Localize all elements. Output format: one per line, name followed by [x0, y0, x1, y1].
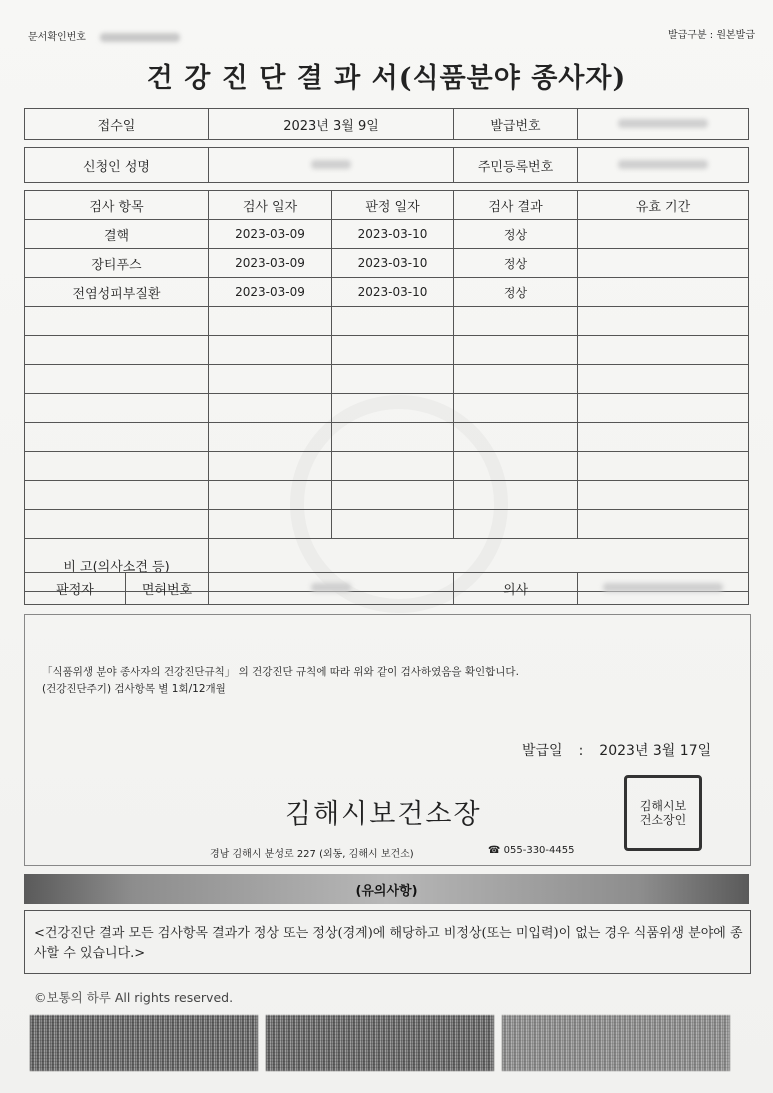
- empty-cell: [578, 394, 749, 423]
- empty-cell: [209, 336, 332, 365]
- empty-cell: [578, 481, 749, 510]
- judge-date: 2023-03-10: [332, 278, 454, 307]
- office-address: 경남 김해시 분성로 227 (외동, 김해시 보건소): [210, 849, 414, 860]
- exam-date: 2023-03-09: [209, 220, 332, 249]
- empty-cell: [578, 336, 749, 365]
- empty-cell: [25, 510, 209, 539]
- table-row: [25, 423, 749, 452]
- exam-validity: [578, 220, 749, 249]
- license-value: [209, 573, 454, 605]
- judge-label: 판정자: [25, 573, 126, 605]
- empty-cell: [454, 481, 578, 510]
- empty-cell: [454, 510, 578, 539]
- empty-cell: [332, 510, 454, 539]
- judge-date: 2023-03-10: [332, 220, 454, 249]
- empty-cell: [454, 394, 578, 423]
- receipt-date-value: 2023년 3월 9일: [209, 109, 454, 140]
- empty-cell: [578, 365, 749, 394]
- barcode-2: [266, 1015, 494, 1071]
- applicant-name-label: 신청인 성명: [25, 148, 209, 183]
- exam-item: 장티푸스: [25, 249, 209, 278]
- issue-no-value: [578, 109, 749, 140]
- applicant-table: [24, 147, 749, 183]
- empty-cell: [332, 336, 454, 365]
- table-row: [25, 220, 749, 249]
- table-row: [25, 278, 749, 307]
- empty-cell: [454, 307, 578, 336]
- license-redacted: [311, 583, 351, 592]
- exam-header-validity: 유효 기간: [578, 191, 749, 220]
- exam-result: 정상: [454, 278, 578, 307]
- issue-date-value: 2023년 3월 17일: [599, 743, 712, 759]
- document-title: 건 강 진 단 결 과 서(식품분야 종사자): [146, 63, 627, 94]
- empty-cell: [454, 423, 578, 452]
- seal-line-2: 건소장인: [639, 813, 687, 827]
- empty-cell: [578, 307, 749, 336]
- empty-cell: [578, 452, 749, 481]
- official-seal: [624, 775, 702, 851]
- issue-no-redacted: [618, 119, 708, 128]
- remarks-label: 비 고(의사소견 등): [25, 539, 209, 592]
- rrn-value: [578, 148, 749, 183]
- table-row: [25, 452, 749, 481]
- doc-id-label: 문서확인번호: [28, 32, 86, 43]
- judge-date: 2023-03-10: [332, 249, 454, 278]
- empty-cell: [332, 452, 454, 481]
- barcode-1: [30, 1015, 258, 1071]
- exam-validity: [578, 278, 749, 307]
- exam-date: 2023-03-09: [209, 278, 332, 307]
- exam-result: 정상: [454, 249, 578, 278]
- statement-line-1: 「식품위생 분야 종사자의 건강진단규칙」 의 건강진단 규칙에 따라 위와 같이 검사하였음을 확인합니다.: [42, 666, 519, 678]
- receipt-date-label: 접수일: [25, 109, 209, 140]
- empty-cell: [332, 423, 454, 452]
- empty-cell: [209, 510, 332, 539]
- empty-cell: [209, 452, 332, 481]
- empty-cell: [454, 336, 578, 365]
- empty-cell: [332, 394, 454, 423]
- issue-no-label: 발급번호: [454, 109, 578, 140]
- applicant-name-value: [209, 148, 454, 183]
- exam-table: [24, 190, 749, 592]
- exam-header-judge-date: 판정 일자: [332, 191, 454, 220]
- table-row: [25, 249, 749, 278]
- exam-result: 정상: [454, 220, 578, 249]
- empty-cell: [578, 510, 749, 539]
- empty-cell: [209, 481, 332, 510]
- barcode-3: [502, 1015, 730, 1071]
- empty-cell: [25, 365, 209, 394]
- exam-item: 결핵: [25, 220, 209, 249]
- table-row: [25, 336, 749, 365]
- empty-cell: [578, 423, 749, 452]
- exam-date: 2023-03-09: [209, 249, 332, 278]
- issue-type: 발급구분 : 원본발급: [667, 30, 755, 41]
- empty-cell: [25, 336, 209, 365]
- doc-id-redacted: [100, 33, 180, 42]
- rrn-label: 주민등록번호: [454, 148, 578, 183]
- copyright-text: ©보통의 하루 All rights reserved.: [34, 990, 234, 1005]
- empty-cell: [332, 365, 454, 394]
- empty-cell: [209, 307, 332, 336]
- table-row: [25, 394, 749, 423]
- notice-title: (유의사항): [355, 883, 418, 899]
- exam-header-row: [25, 191, 749, 220]
- exam-validity: [578, 249, 749, 278]
- rrn-redacted: [618, 160, 708, 169]
- statement-line-2: (건강진단주기) 검사항목 별 1회/12개월: [42, 683, 226, 695]
- seal-line-1: 김해시보: [639, 799, 687, 813]
- receipt-table: [24, 108, 749, 140]
- applicant-name-redacted: [311, 160, 351, 169]
- judge-table: [24, 572, 749, 605]
- doctor-label: 의사: [454, 573, 578, 605]
- notice-text: <건강진단 결과 모든 검사항목 결과가 정상 또는 정상(경계)에 해당하고 비정상(또는 미입력)이 없는 경우 식품위생 분야에 종사할 수 있습니다.>: [34, 926, 743, 961]
- issue-date: [522, 740, 711, 760]
- exam-header-item: 검사 항목: [25, 191, 209, 220]
- empty-cell: [209, 394, 332, 423]
- license-label: 면허번호: [126, 573, 209, 605]
- table-row: [25, 307, 749, 336]
- table-row: [25, 510, 749, 539]
- confirmation-statement: [42, 664, 519, 698]
- empty-cell: [209, 365, 332, 394]
- doctor-value: [578, 573, 749, 605]
- empty-cell: [25, 423, 209, 452]
- exam-item: 전염성피부질환: [25, 278, 209, 307]
- empty-cell: [25, 394, 209, 423]
- issue-date-label: 발급일: [522, 743, 563, 759]
- table-row: [25, 481, 749, 510]
- empty-cell: [332, 307, 454, 336]
- empty-cell: [454, 365, 578, 394]
- empty-cell: [209, 423, 332, 452]
- office-tel: ☎ 055-330-4455: [488, 845, 575, 856]
- empty-cell: [332, 481, 454, 510]
- exam-header-result: 검사 결과: [454, 191, 578, 220]
- empty-cell: [454, 452, 578, 481]
- empty-cell: [25, 452, 209, 481]
- empty-cell: [25, 307, 209, 336]
- exam-header-exam-date: 검사 일자: [209, 191, 332, 220]
- empty-cell: [25, 481, 209, 510]
- doctor-redacted: [603, 583, 723, 592]
- issuing-office: 김해시보건소장: [285, 799, 482, 830]
- issue-date-sep: :: [578, 743, 584, 759]
- table-row: [25, 365, 749, 394]
- notice-header: [24, 874, 749, 904]
- doc-id: [28, 28, 180, 43]
